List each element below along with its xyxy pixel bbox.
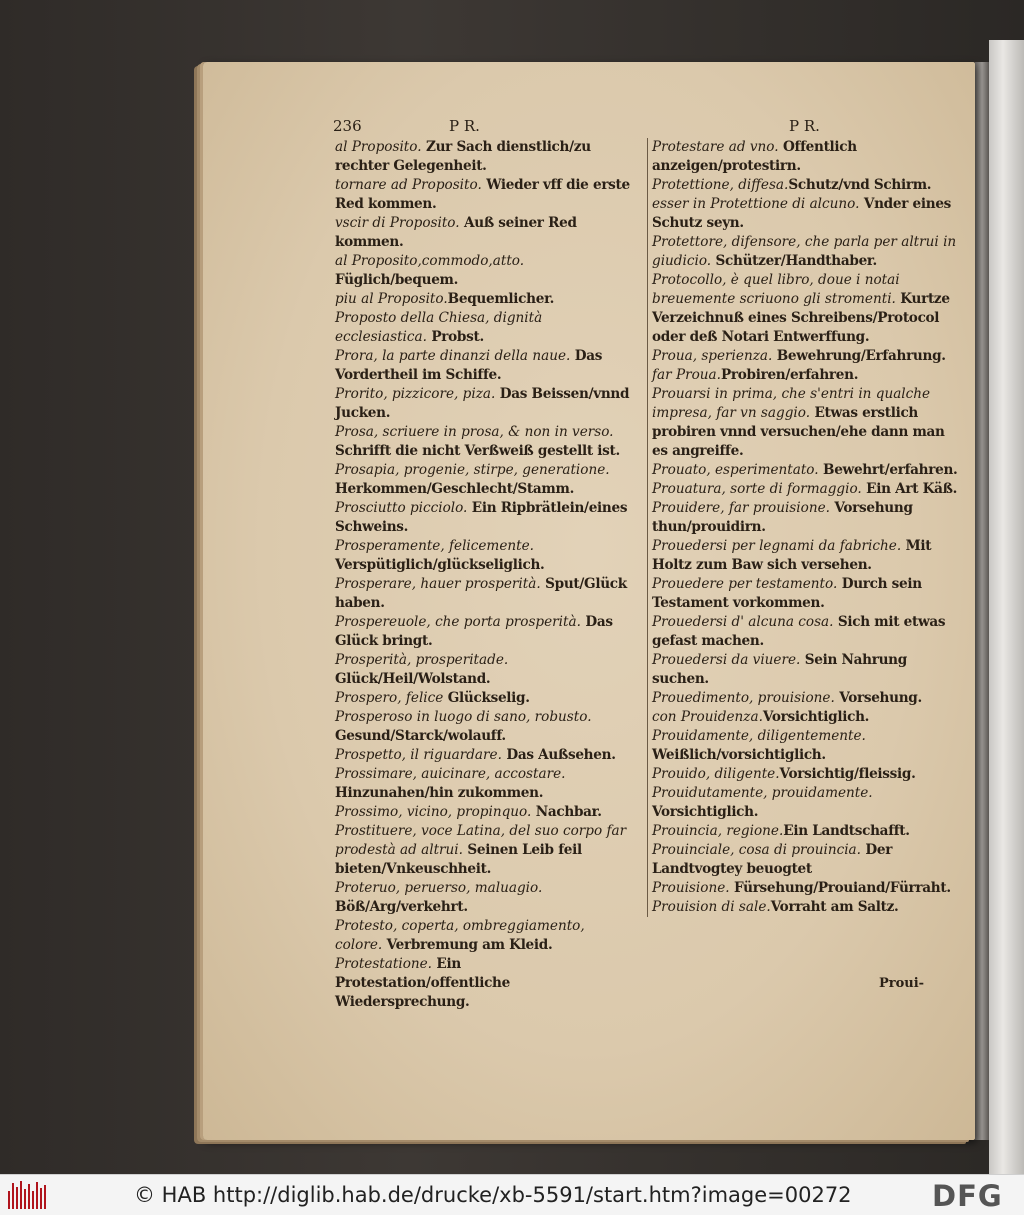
entry-german: Verbremung am Kleid.: [382, 937, 553, 953]
scan-background-strip: [989, 40, 1024, 1174]
dictionary-entry: [335, 537, 633, 575]
entry-italian: Prouidere, far prouisione.: [652, 500, 830, 516]
footer-bar: [0, 1174, 1024, 1215]
entry-italian: Prosapia, progenie, stirpe, generatione.: [335, 462, 610, 478]
entry-italian: Prouedersi da viuere.: [652, 652, 801, 668]
dictionary-entry: [335, 309, 633, 347]
entry-italian: Prouarsi in prima, che s'entri in qualche impresa, far vn saggio.: [652, 386, 931, 421]
dictionary-entry: [652, 575, 964, 613]
page-number: 236: [333, 117, 362, 135]
entry-italian: Prouatura, sorte di formaggio.: [652, 481, 862, 497]
entry-german: Schrifft die nicht Verßweiß gestellt ist.: [335, 443, 620, 459]
entry-german: Weißlich/vorsichtiglich.: [652, 747, 826, 763]
entry-german: Ein Protestation/offentliche Wiedersprechung.: [335, 956, 510, 1010]
entry-italian: Prouisione.: [652, 880, 730, 896]
entry-german: Zur Sach dienstlich/zu rechter Gelegenheit.: [335, 139, 591, 174]
dictionary-entry: [335, 917, 633, 955]
dictionary-entry: [335, 803, 633, 822]
dictionary-entry: [335, 423, 633, 461]
entry-italian: vscir di Proposito.: [335, 215, 460, 231]
entry-italian: con Prouidenza.: [652, 709, 763, 725]
left-column: [335, 138, 633, 1012]
entry-italian: Prouision di sale.: [652, 899, 771, 915]
page-header: [333, 117, 953, 137]
dictionary-entry: [335, 575, 633, 613]
dictionary-entry: [335, 689, 633, 708]
entry-german: Kurtze Verzeichnuß eines Schreibens/Protocol oder deß Notari Entwerffung.: [652, 291, 950, 345]
entry-german: Schutz/vnd Schirm.: [788, 177, 932, 193]
entry-italian: Prostituere, voce Latina, del suo corpo far prodestà ad altrui.: [335, 823, 627, 858]
entry-italian: Prouidamente, diligentemente.: [652, 728, 866, 744]
entry-italian: Prouido, diligente.: [652, 766, 780, 782]
entry-italian: Prouincia, regione.: [652, 823, 784, 839]
entry-german: Vnder eines Schutz seyn.: [652, 196, 952, 231]
dictionary-entry: [652, 879, 964, 898]
entry-italian: far Proua.: [652, 367, 721, 383]
entry-german: Durch sein Testament vorkommen.: [652, 576, 922, 611]
entry-german: Sein Nahrung suchen.: [652, 652, 907, 687]
entry-german: Glückselig.: [443, 690, 530, 706]
entry-italian: Prospereuole, che porta prosperità.: [335, 614, 581, 630]
entry-german: Schützer/Handthaber.: [711, 253, 877, 269]
entry-italian: Prosciutto picciolo.: [335, 500, 468, 516]
entry-german: Vorsehung.: [834, 690, 922, 706]
dictionary-entry: [335, 708, 633, 746]
entry-italian: Prouedimento, prouisione.: [652, 690, 835, 706]
entry-german: Sich mit etwas gefast machen.: [652, 614, 946, 649]
dictionary-entry: [652, 727, 964, 765]
entry-italian: Proua, sperienza.: [652, 348, 773, 364]
dictionary-entry: [652, 385, 964, 461]
header-left: P R.: [449, 117, 480, 135]
dictionary-entry: [652, 480, 964, 499]
entry-italian: al Proposito,commodo,atto.: [335, 253, 525, 269]
entry-italian: tornare ad Proposito.: [335, 177, 482, 193]
dictionary-entry: [335, 879, 633, 917]
dictionary-entry: [335, 955, 633, 1012]
dictionary-entry: [652, 765, 964, 784]
dictionary-entry: [652, 689, 964, 708]
entry-italian: Prosperoso in luogo di sano, robusto.: [335, 709, 592, 725]
entry-italian: Prossimo, vicino, propinquo.: [335, 804, 532, 820]
entry-italian: Protesto, coperta, ombreggiamento, colore.: [335, 918, 585, 953]
entry-german: Herkommen/Geschlecht/Stamm.: [335, 481, 574, 497]
entry-german: Vorraht am Saltz.: [770, 899, 899, 915]
entry-german: Das Beissen/vnnd Jucken.: [335, 386, 630, 421]
entry-italian: Prouidutamente, prouidamente.: [652, 785, 873, 801]
entry-german: Verspütiglich/glückseliglich.: [335, 557, 545, 573]
copyright-url[interactable]: © HAB http://diglib.hab.de/drucke/xb-5591/start.htm?image=00272: [134, 1183, 852, 1207]
dictionary-entry: [335, 385, 633, 423]
entry-german: Bewehrung/Erfahrung.: [772, 348, 946, 364]
entry-german: Das Außsehen.: [501, 747, 616, 763]
right-column: [647, 138, 964, 917]
entry-italian: Protestare ad vno.: [652, 139, 779, 155]
entry-italian: Prospetto, il riguardare.: [335, 747, 502, 763]
book-page: [203, 62, 975, 1140]
dictionary-entry: [652, 784, 964, 822]
entry-german: Das Vordertheil im Schiffe.: [335, 348, 603, 383]
dictionary-entry: [335, 176, 633, 214]
entry-german: Auß seiner Red kommen.: [335, 215, 577, 250]
dictionary-entry: [335, 746, 633, 765]
page-edge: [975, 62, 989, 1140]
entry-italian: Prouedere per testamento.: [652, 576, 838, 592]
dictionary-entry: [652, 271, 964, 347]
entry-german: Etwas erstlich probiren vnnd versuchen/ehe dann man es angreiffe.: [652, 405, 945, 459]
entry-italian: Prora, la parte dinanzi della naue.: [335, 348, 571, 364]
entry-german: Das Glück bringt.: [335, 614, 613, 649]
entry-italian: Protestatione.: [335, 956, 432, 972]
entry-italian: Prospero, felice: [335, 690, 444, 706]
dictionary-entry: [652, 841, 964, 879]
dfg-logo: DFG: [932, 1179, 1003, 1213]
dictionary-entry: [652, 366, 964, 385]
entry-german: Probiren/erfahren.: [720, 367, 859, 383]
entry-italian: Prosa, scriuere in prosa, & non in verso.: [335, 424, 614, 440]
dictionary-entry: [652, 822, 964, 841]
dictionary-entry: [652, 499, 964, 537]
entry-italian: Prouedersi per legnami da fabriche.: [652, 538, 902, 554]
entry-german: Ein Art Käß.: [861, 481, 958, 497]
entry-italian: Prouedersi d' alcuna cosa.: [652, 614, 834, 630]
dictionary-entry: [652, 461, 964, 480]
dictionary-entry: [335, 651, 633, 689]
dictionary-entry: [652, 233, 964, 271]
entry-german: Hinzunahen/hin zukommen.: [335, 785, 544, 801]
entry-german: Vorsichtiglich.: [652, 804, 759, 820]
dictionary-entry: [652, 651, 964, 689]
dictionary-entry: [652, 898, 964, 917]
entry-german: Sput/Glück haben.: [335, 576, 627, 611]
dictionary-entry: [652, 176, 964, 195]
entry-italian: Prouinciale, cosa di prouincia.: [652, 842, 861, 858]
dictionary-entry: [335, 765, 633, 803]
entry-german: Glück/Heil/Wolstand.: [335, 671, 491, 687]
header-right: P R.: [789, 117, 820, 135]
entry-italian: Prosperità, prosperitade.: [335, 652, 509, 668]
entry-german: Mit Holtz zum Baw sich versehen.: [652, 538, 932, 573]
entry-italian: al Proposito.: [335, 139, 422, 155]
entry-german: Probst.: [426, 329, 484, 345]
catchword: Proui-: [879, 976, 925, 991]
entry-german: Böß/Arg/verkehrt.: [335, 899, 468, 915]
dictionary-entry: [652, 195, 964, 233]
entry-german: Offentlich anzeigen/protestirn.: [652, 139, 857, 174]
entry-italian: Protettore, difensore, che parla per altrui in giudicio.: [652, 234, 957, 269]
entry-german: Füglich/bequem.: [335, 272, 459, 288]
entry-italian: piu al Proposito.: [335, 291, 448, 307]
entry-german: Nachbar.: [531, 804, 602, 820]
dictionary-entry: [652, 537, 964, 575]
dictionary-entry: [652, 347, 964, 366]
entry-italian: Prouato, esperimentato.: [652, 462, 819, 478]
dictionary-entry: [335, 499, 633, 537]
dictionary-entry: [335, 347, 633, 385]
entry-italian: Protocollo, è quel libro, doue i notai breuemente scriuono gli stromenti.: [652, 272, 900, 307]
entry-italian: Prossimare, auicinare, accostare.: [335, 766, 566, 782]
dictionary-entry: [335, 613, 633, 651]
dictionary-entry: [335, 822, 633, 879]
entry-german: Fürsehung/Prouiand/Fürraht.: [729, 880, 951, 896]
entry-italian: Prorito, pizzicore, piza.: [335, 386, 496, 402]
dictionary-entry: [335, 461, 633, 499]
entry-german: Vorsehung thun/prouidirn.: [652, 500, 913, 535]
entry-german: Vorsichtiglich.: [762, 709, 870, 725]
entry-german: Bequemlicher.: [447, 291, 555, 307]
dictionary-entry: [335, 214, 633, 252]
entry-german: Vorsichtig/fleissig.: [779, 766, 916, 782]
dictionary-entry: [652, 708, 964, 727]
entry-italian: Proteruo, peruerso, maluagio.: [335, 880, 543, 896]
entry-german: Ein Ripbrätlein/eines Schweins.: [335, 500, 628, 535]
entry-german: Ein Landtschafft.: [783, 823, 910, 839]
entry-german: Bewehrt/erfahren.: [818, 462, 958, 478]
dictionary-entry: [335, 290, 633, 309]
entry-italian: Protettione, diffesa.: [652, 177, 789, 193]
entry-italian: Proposto della Chiesa, dignità ecclesiastica.: [335, 310, 543, 345]
entry-german: Gesund/Starck/wolauff.: [335, 728, 506, 744]
hab-logo-icon: [8, 1181, 48, 1209]
dictionary-entry: [335, 252, 633, 290]
entry-italian: esser in Protettione di alcuno.: [652, 196, 860, 212]
dictionary-entry: [652, 138, 964, 176]
entry-italian: Prosperare, hauer prosperità.: [335, 576, 541, 592]
dictionary-entry: [652, 613, 964, 651]
entry-german: Wieder vff die erste Red kommen.: [335, 177, 630, 212]
entry-german: Seinen Leib feil bieten/Vnkeuschheit.: [335, 842, 582, 877]
entry-italian: Prosperamente, felicemente.: [335, 538, 534, 554]
dictionary-entry: [335, 138, 633, 176]
entry-german: Der Landtvogtey beuogtet: [652, 842, 893, 877]
